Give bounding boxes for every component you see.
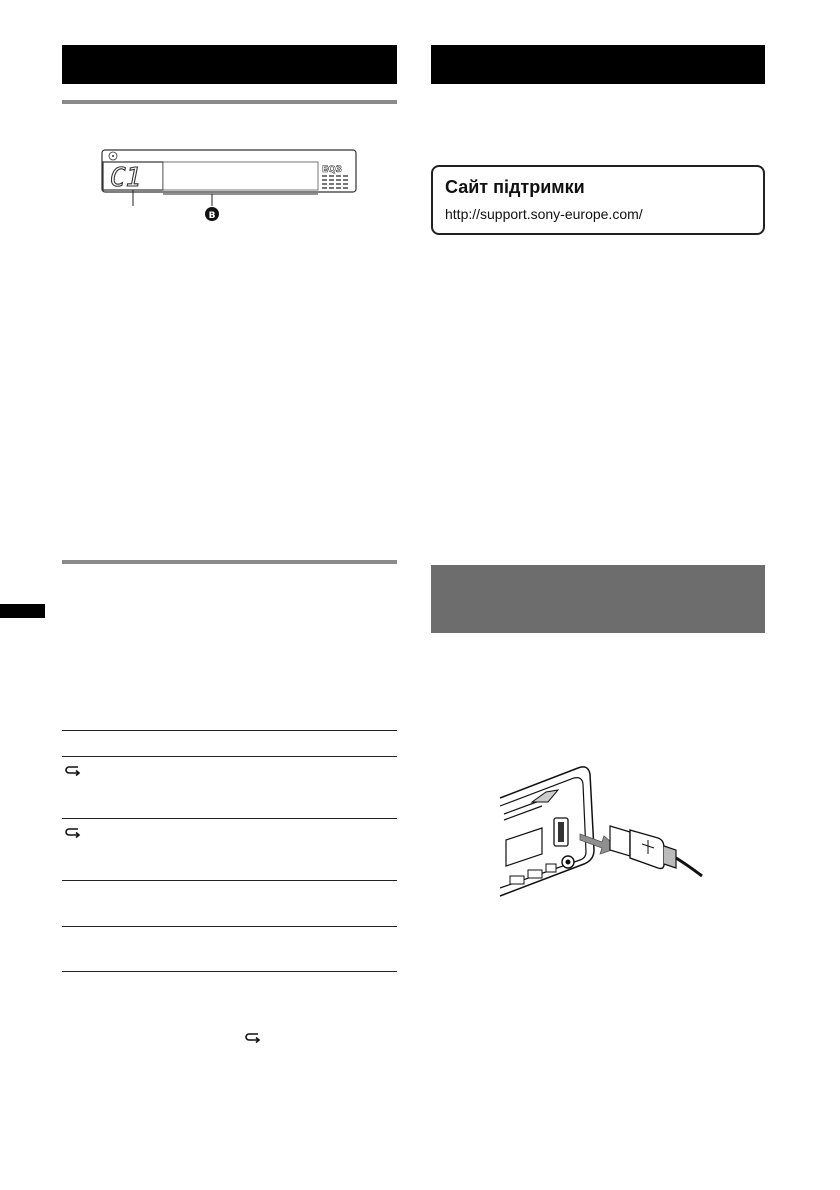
display-panel-illustration: [100, 148, 360, 228]
right-section-header-bar: [431, 45, 765, 84]
usb-icon: [610, 826, 676, 869]
svg-text:B: B: [208, 211, 216, 221]
table-header-rule: [62, 756, 397, 757]
table-row-rule: [62, 818, 397, 819]
eq-label: EQ3: [322, 165, 343, 175]
usb-port: [554, 818, 568, 846]
table-row-rule: [62, 926, 397, 927]
callout-b: [205, 207, 219, 221]
language-tab-marker: [0, 604, 45, 618]
segment-text: C1: [110, 163, 142, 193]
table-top-rule: [62, 730, 397, 731]
left-section-header-bar: [62, 45, 397, 84]
support-website-box: [431, 165, 765, 235]
repeat-icon: [65, 826, 81, 840]
usb-connection-illustration: [498, 760, 704, 900]
table-bottom-rule: [62, 971, 397, 972]
left-subsection-rule-2: [62, 560, 397, 564]
support-url-link[interactable]: http://support.sony-europe.com/: [445, 206, 643, 222]
support-title: Сайт підтримки: [445, 177, 585, 197]
table-row-rule: [62, 880, 397, 881]
repeat-icon: [65, 764, 81, 778]
left-subsection-rule: [62, 100, 397, 104]
repeat-icon: [245, 1031, 261, 1045]
right-section-gray-heading: [431, 565, 765, 633]
